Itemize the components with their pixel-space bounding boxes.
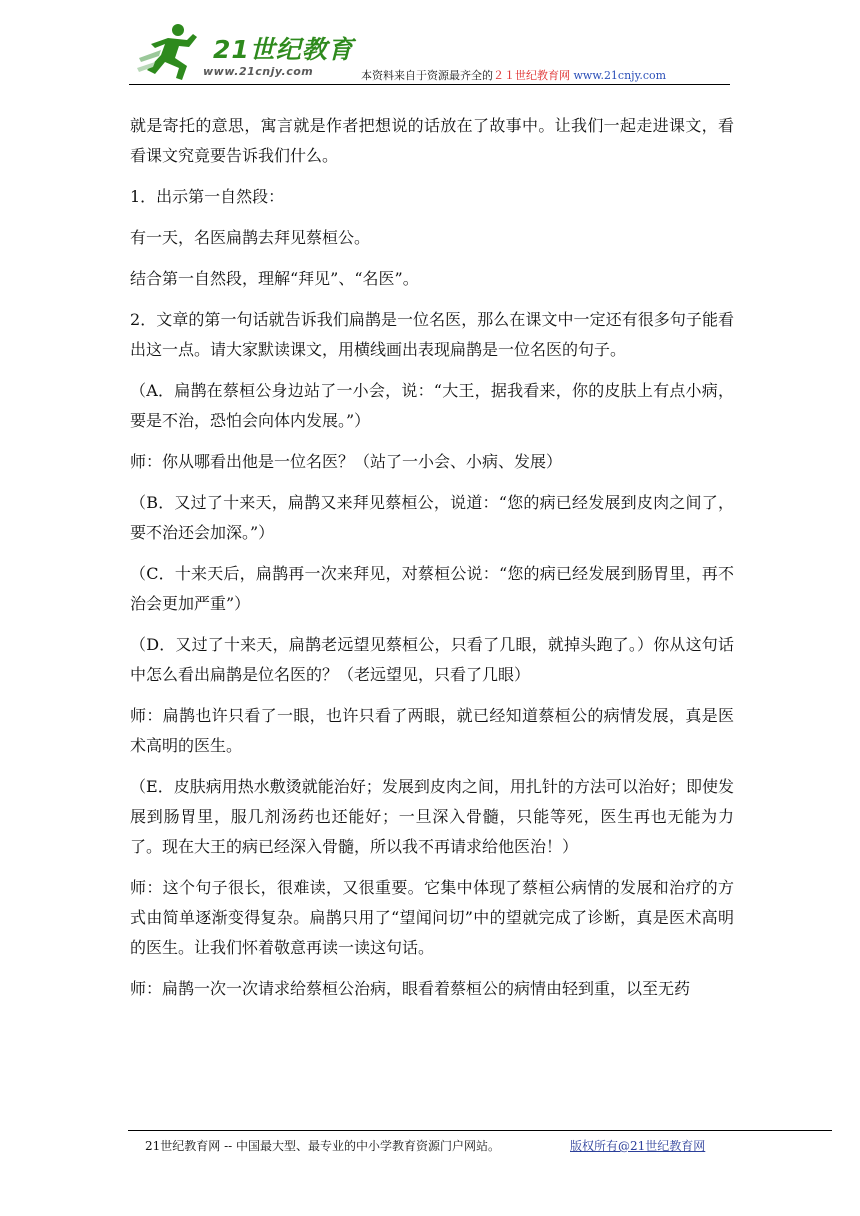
copyright-link[interactable]: 版权所有@21世纪教育网 — [570, 1139, 706, 1153]
header-source-line — [361, 67, 666, 83]
paragraph: 2．文章的第一句话就告诉我们扁鹊是一位名医，那么在课文中一定还有很多句子能看出这一点。请大家默读课文，用横线画出表现扁鹊是一位名医的句子。 — [130, 310, 734, 359]
footer-text: 21世纪教育网 -- 中国最大型、最专业的中小学教育资源门户网站。 — [145, 1139, 501, 1153]
document-body — [130, 111, 734, 1015]
header-source-site-link[interactable]: ２１世纪教育网 — [493, 69, 570, 82]
paragraph: （D．又过了十来天，扁鹊老远望见蔡桓公，只看了几眼，就掉头跑了。）你从这句话中怎么看出扁鹊是位名医的？（老远望见，只看了几眼） — [130, 635, 734, 684]
page-footer — [145, 1137, 706, 1154]
paragraph: 师：你从哪看出他是一位名医？（站了一小会、小病、发展） — [130, 452, 563, 471]
header-source-prefix: 本资料来自于资源最齐全的 — [361, 69, 493, 82]
paragraph: （C．十来天后，扁鹊再一次来拜见，对蔡桓公说：“您的病已经发展到肠胃里，再不治会更加严重”） — [130, 564, 734, 613]
paragraph: 结合第一自然段，理解“拜见”、“名医”。 — [130, 269, 419, 288]
page-header — [129, 22, 730, 86]
logo-text: 21世纪教育 — [213, 35, 354, 64]
paragraph: 师：这个句子很长，很难读，又很重要。它集中体现了蔡桓公病情的发展和治疗的方式由简单逐渐变得复杂。扁鹊只用了“望闻问切”中的望就完成了诊断，真是医术高明的医生。让我们怀着敬意再读一读这句话。 — [130, 878, 734, 957]
paragraph: 师：扁鹊一次一次请求给蔡桓公治病，眼看着蔡桓公的病情由轻到重，以至无药 — [130, 979, 691, 998]
paragraph: 就是寄托的意思，寓言就是作者把想说的话放在了故事中。让我们一起走进课文，看看课文究竟要告诉我们什么。 — [130, 116, 734, 165]
paragraph: （A．扁鹊在蔡桓公身边站了一小会，说：“大王，据我看来，你的皮肤上有点小病，要是不治，恐怕会向体内发展。”） — [130, 381, 734, 430]
site-logo[interactable] — [135, 22, 365, 84]
paragraph: 师：扁鹊也许只看了一眼，也许只看了两眼，就已经知道蔡桓公的病情发展，真是医术高明的医生。 — [130, 706, 734, 755]
paragraph: 1．出示第一自然段： — [130, 187, 285, 206]
header-divider — [129, 84, 730, 85]
logo-url: www.21cnjy.com — [203, 65, 314, 78]
paragraph: 有一天，名医扁鹊去拜见蔡桓公。 — [130, 228, 371, 247]
paragraph: （E．皮肤病用热水敷烫就能治好；发展到皮肉之间，用扎针的方法可以治好；即使发展到肠胃里，服几剂汤药也还能好；一旦深入骨髓，只能等死，医生再也无能为力了。现在大王的病已经深入骨髓，所以我不再请求给他医治！） — [130, 777, 734, 856]
paragraph: （B．又过了十来天，扁鹊又来拜见蔡桓公，说道：“您的病已经发展到皮肉之间了，要不治还会加深。”） — [130, 493, 734, 542]
header-source-url-link[interactable]: www.21cnjy.com — [573, 69, 667, 82]
footer-divider — [128, 1130, 832, 1131]
